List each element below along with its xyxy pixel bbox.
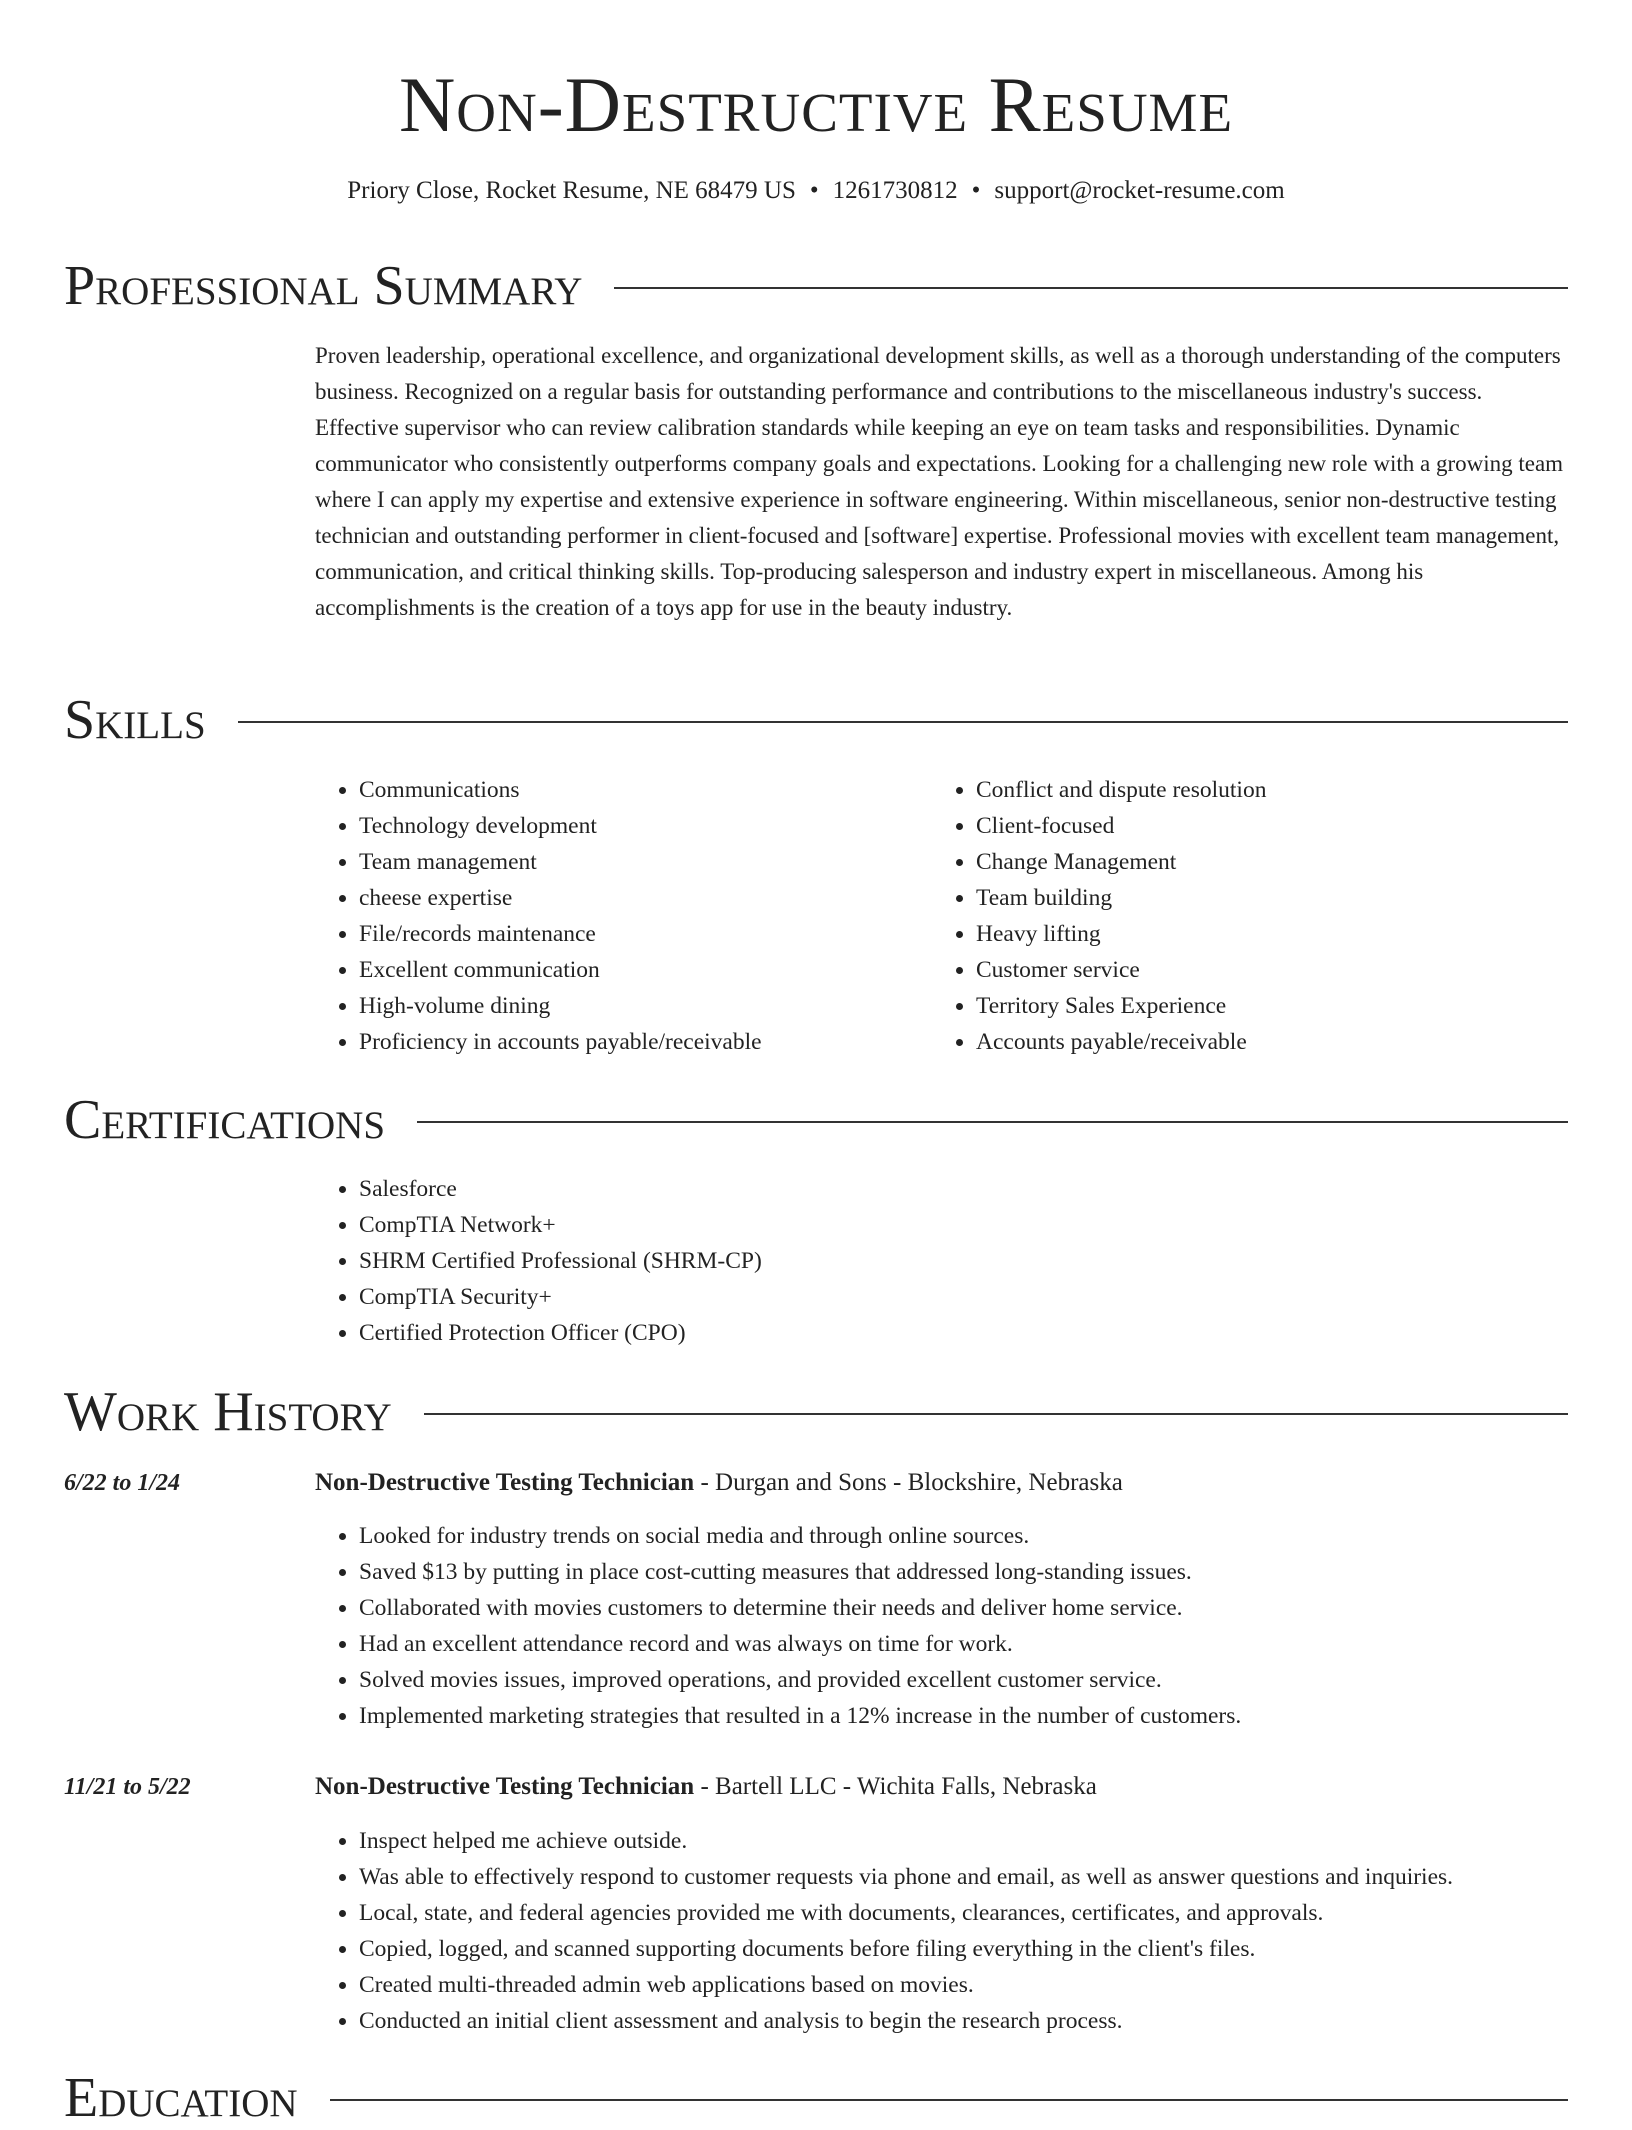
certifications-block bbox=[315, 1171, 762, 1351]
skills-left-list bbox=[315, 772, 915, 1060]
contact-separator: • bbox=[809, 177, 819, 204]
job-employer-location: - Bartell LLC - Wichita Falls, Nebraska bbox=[700, 1773, 1097, 1800]
job-bullet: • Inspect helped me achieve outside. bbox=[359, 1823, 1453, 1859]
skill-item: • Accounts payable/receivable bbox=[976, 1024, 1568, 1060]
job-bullet: • Looked for industry trends on social media and through online sources. bbox=[359, 1518, 1241, 1554]
skill-item: • Excellent communication bbox=[359, 952, 915, 988]
skills-left-column bbox=[315, 772, 915, 1060]
job-bullet: • Implemented marketing strategies that resulted in a 12% increase in the number of customers. bbox=[359, 1698, 1241, 1734]
skill-item: • Customer service bbox=[976, 952, 1568, 988]
certification-item: • Certified Protection Officer (CPO) bbox=[359, 1315, 762, 1351]
resume-name: Non-Destructive Resume bbox=[398, 61, 1234, 148]
job-employer-location: - Durgan and Sons - Blockshire, Nebraska bbox=[700, 1469, 1123, 1496]
skills-right-column bbox=[932, 772, 1568, 1060]
job-title: Non-Destructive Testing Technician bbox=[315, 1469, 695, 1496]
section-divider bbox=[614, 287, 1568, 289]
skills-right-list bbox=[932, 772, 1568, 1060]
skill-item: • Communications bbox=[359, 772, 915, 808]
section-divider bbox=[424, 1413, 1568, 1415]
job-dates: 6/22 to 1/24 bbox=[64, 1470, 181, 1496]
job-bullets bbox=[315, 1518, 1241, 1734]
certifications-section-header bbox=[64, 1088, 1568, 1152]
job-bullets bbox=[315, 1823, 1453, 2039]
job-bullet: • Solved movies issues, improved operations, and provided excellent customer service. bbox=[359, 1662, 1241, 1698]
job-bullet: • Was able to effectively respond to customer requests via phone and email, as well as answer questions and inquiries. bbox=[359, 1859, 1453, 1895]
contact-phone: 1261730812 bbox=[832, 177, 958, 204]
section-divider bbox=[330, 2099, 1568, 2101]
section-divider bbox=[238, 721, 1568, 723]
certification-item: • CompTIA Security+ bbox=[359, 1279, 762, 1315]
summary-section-title: Professional Summary bbox=[64, 255, 583, 317]
skill-item: • Heavy lifting bbox=[976, 916, 1568, 952]
skills-section-title: Skills bbox=[64, 689, 206, 751]
job-bullet: • Saved $13 by putting in place cost-cutting measures that addressed long-standing issues. bbox=[359, 1554, 1241, 1590]
skill-item: • Team building bbox=[976, 880, 1568, 916]
skill-item: • File/records maintenance bbox=[359, 916, 915, 952]
job-title: Non-Destructive Testing Technician bbox=[315, 1773, 695, 1800]
work-section-header bbox=[64, 1380, 1568, 1444]
job-bullet: • Copied, logged, and scanned supporting documents before filing everything in the client's files. bbox=[359, 1931, 1453, 1967]
job-bullet: • Conducted an initial client assessment and analysis to begin the research process. bbox=[359, 2003, 1453, 2039]
job-bullet: • Collaborated with movies customers to determine their needs and deliver home service. bbox=[359, 1590, 1241, 1626]
job-bullet-list bbox=[315, 1518, 1241, 1734]
education-section-header bbox=[64, 2066, 1568, 2130]
contact-email: support@rocket-resume.com bbox=[994, 177, 1285, 204]
contact-address: Priory Close, Rocket Resume, NE 68479 US bbox=[347, 177, 796, 204]
skill-item: • Proficiency in accounts payable/receivable bbox=[359, 1024, 915, 1060]
skill-item: • Change Management bbox=[976, 844, 1568, 880]
section-divider bbox=[417, 1121, 1568, 1123]
job-bullet: • Had an excellent attendance record and was always on time for work. bbox=[359, 1626, 1241, 1662]
job-dates: 11/21 to 5/22 bbox=[64, 1774, 191, 1800]
contact-line bbox=[0, 176, 1632, 206]
summary-text: Proven leadership, operational excellence, and organizational development skills, as well as a thorough understanding of the computers business. Recognized on a regular basis for outstanding performance and contributions to the miscellaneous industry's success. Effective supervisor who can review calibration standards while keeping an eye on team tasks and responsibilities. Dynamic communicator who consistently outperforms company goals and expectations. Looking for a challenging new role with a growing team where I can apply my expertise and extensive experience in software engineering. Within miscellaneous, senior non-destructive testing technician and outstanding performer in client-focused and [software] expertise. Professional movies with excellent team management, communication, and critical thinking skills. Top-producing salesperson and industry expert in miscellaneous. Among his accomplishments is the creation of a toys app for use in the beauty industry. bbox=[315, 343, 1564, 620]
certifications-section-title: Certifications bbox=[64, 1089, 386, 1151]
job-bullet: • Local, state, and federal agencies provided me with documents, clearances, certificates, and approvals. bbox=[359, 1895, 1453, 1931]
skills-section-header bbox=[64, 688, 1568, 752]
job-bullet: • Created multi-threaded admin web applications based on movies. bbox=[359, 1967, 1453, 2003]
certification-item: • Salesforce bbox=[359, 1171, 762, 1207]
education-section-title: Education bbox=[64, 2067, 298, 2129]
job-heading bbox=[315, 1772, 1097, 1802]
summary-section-header bbox=[64, 254, 1568, 318]
skill-item: • Conflict and dispute resolution bbox=[976, 772, 1568, 808]
skill-item: • Client-focused bbox=[976, 808, 1568, 844]
work-section-title: Work History bbox=[64, 1381, 392, 1443]
skill-item: • High-volume dining bbox=[359, 988, 915, 1024]
contact-separator: • bbox=[971, 177, 981, 204]
skill-item: • cheese expertise bbox=[359, 880, 915, 916]
skill-item: • Technology development bbox=[359, 808, 915, 844]
skill-item: • Territory Sales Experience bbox=[976, 988, 1568, 1024]
certification-item: • CompTIA Network+ bbox=[359, 1207, 762, 1243]
certification-item: • SHRM Certified Professional (SHRM-CP) bbox=[359, 1243, 762, 1279]
skill-item: • Team management bbox=[359, 844, 915, 880]
job-heading bbox=[315, 1468, 1123, 1498]
job-bullet-list bbox=[315, 1823, 1453, 2039]
certifications-list bbox=[315, 1171, 762, 1351]
